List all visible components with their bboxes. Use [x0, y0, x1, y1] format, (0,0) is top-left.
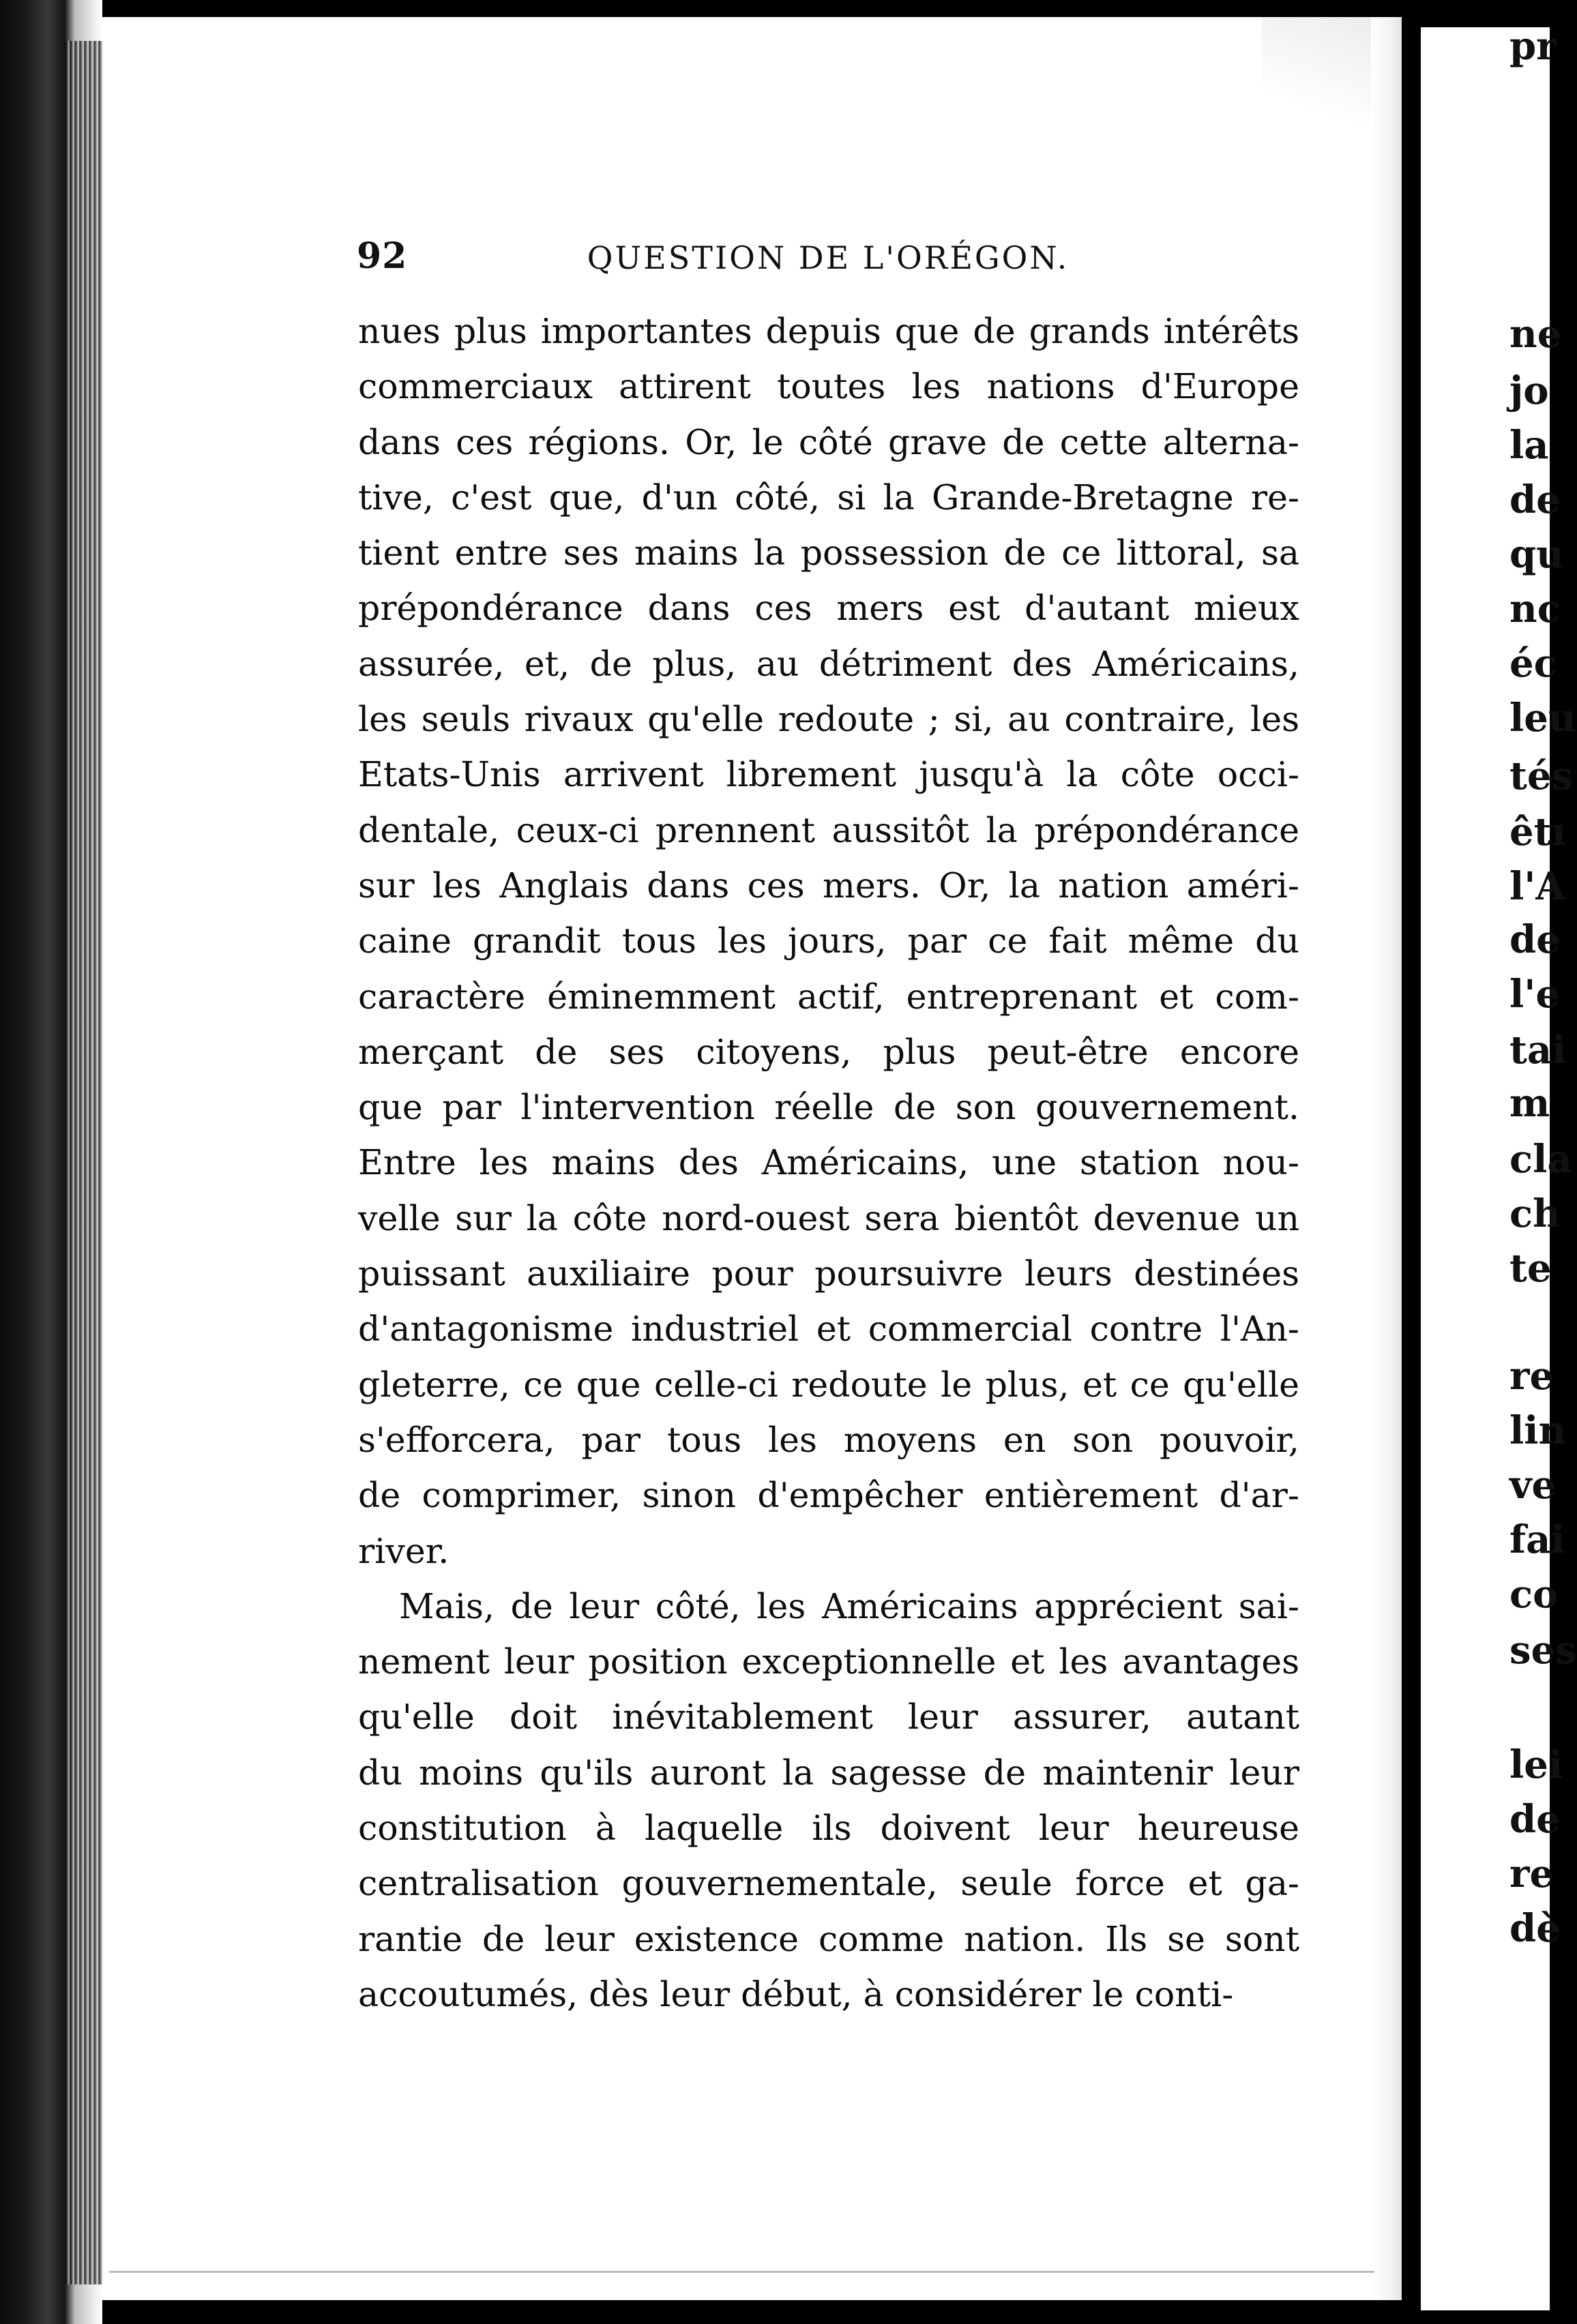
text-line: de comprimer, sinon d'empêcher entièrement d'ar-	[358, 1475, 1299, 1516]
text-line: centralisation gouvernementale, seule force et ga-	[358, 1863, 1299, 1904]
text-line: rantie de leur existence comme nation. Ils se sont	[358, 1918, 1299, 1959]
next-page-fragment: re	[1509, 1354, 1554, 1399]
text-line: prépondérance dans ces mers est d'autant mieux	[358, 588, 1299, 629]
text-line: Etats-Unis arrivent librement jusqu'à la côte occi-	[358, 754, 1299, 795]
text-line: constitution à laquelle ils doivent leur heureuse	[358, 1808, 1299, 1849]
next-page-fragment: ve	[1509, 1463, 1557, 1508]
next-page-fragment: lei	[1509, 1742, 1563, 1787]
next-page-fragment: te	[1509, 1246, 1552, 1291]
next-page-fragment: fai	[1509, 1517, 1565, 1562]
page-number: 92	[357, 235, 408, 277]
text-line: que par l'intervention réelle de son gouvernement.	[358, 1087, 1299, 1128]
page-edges	[65, 41, 106, 2284]
next-page-fragment: pr	[1509, 24, 1557, 69]
text-line: qu'elle doit inévitablement leur assurer, autant	[358, 1697, 1299, 1738]
next-page-fragment: tai	[1509, 1028, 1567, 1073]
text-line: tive, c'est que, d'un côté, si la Grande-Bretagne re-	[358, 477, 1299, 518]
next-page-fragment: cla	[1509, 1137, 1572, 1182]
next-page-fragment: m	[1509, 1081, 1550, 1126]
text-line: nement leur position exceptionnelle et les avantages	[358, 1641, 1299, 1682]
next-page-fragment: éc	[1509, 641, 1557, 686]
next-page-fragment: de	[1509, 477, 1561, 522]
page-bottom-edge	[109, 2271, 1374, 2273]
text-line: puissant auxiliaire pour poursuivre leurs destinées	[358, 1253, 1299, 1294]
next-page-fragment: tés	[1509, 754, 1574, 799]
next-page	[1421, 24, 1577, 2310]
paragraph	[358, 303, 1299, 1579]
text-line: tient entre ses mains la possession de ce littoral, sa	[358, 533, 1299, 573]
paragraph	[358, 1579, 1299, 2022]
text-line: dans ces régions. Or, le côté grave de cette alterna-	[358, 421, 1299, 462]
next-page-fragment: leu	[1509, 696, 1576, 741]
text-line: s'efforcera, par tous les moyens en son pouvoir,	[358, 1419, 1299, 1460]
body-text	[358, 303, 1299, 2022]
page-right-edge	[1371, 17, 1402, 2300]
next-page-fragment: qu	[1509, 532, 1564, 577]
next-page-fragment: lin	[1509, 1408, 1567, 1453]
next-page-fragment: la	[1509, 423, 1549, 468]
next-page-fragment: jo	[1509, 368, 1549, 413]
running-title: QUESTION DE L'ORÉGON.	[587, 239, 1070, 276]
next-page-fragment: êtı	[1509, 809, 1566, 854]
next-page-fragment: co	[1509, 1572, 1559, 1617]
next-page-fragment: ch	[1509, 1191, 1561, 1236]
text-line: d'antagonisme industriel et commercial contre l'An-	[358, 1309, 1299, 1350]
text-line: les seuls rivaux qu'elle redoute ; si, au contraire, les	[358, 699, 1299, 740]
text-line: dentale, ceux-ci prennent aussitôt la prépondérance	[358, 809, 1299, 850]
text-line: caractère éminemment actif, entreprenant et com-	[358, 976, 1299, 1017]
next-page-fragment: l'e	[1509, 972, 1561, 1017]
next-page-fragment: l'A	[1509, 864, 1565, 909]
next-page-fragment: de	[1509, 917, 1561, 962]
text-line: Mais, de leur côté, les Américains apprécient sai-	[399, 1585, 1299, 1626]
text-line: du moins qu'ils auront la sagesse de maintenir leur	[358, 1752, 1299, 1793]
next-page-fragment: re	[1509, 1851, 1554, 1896]
text-line: river.	[358, 1530, 449, 1571]
text-line: Entre les mains des Américains, une station nou-	[358, 1142, 1299, 1183]
running-head	[357, 235, 1299, 283]
page-gutter	[1402, 0, 1421, 2324]
text-line: caine grandit tous les jours, par ce fait même du	[358, 921, 1299, 962]
text-line: velle sur la côte nord-ouest sera bientôt devenue un	[358, 1197, 1299, 1238]
text-line: sur les Anglais dans ces mers. Or, la nation améri-	[358, 865, 1299, 906]
next-page-fragment: nc	[1509, 586, 1561, 631]
next-page-fragment: de	[1509, 1797, 1561, 1842]
text-line: gleterre, ce que celle-ci redoute le plus, et ce qu'elle	[358, 1364, 1299, 1405]
text-line: nues plus importantes depuis que de grands intérêts	[358, 311, 1299, 351]
next-page-fragment: ne	[1509, 312, 1562, 357]
text-line: assurée, et, de plus, au détriment des Américains,	[358, 643, 1299, 684]
next-page-fragment: dè	[1509, 1906, 1561, 1951]
text-line: commerciaux attirent toutes les nations d'Europe	[358, 366, 1299, 407]
next-page-fragment: ses	[1509, 1628, 1577, 1673]
text-line: accoutumés, dès leur début, à considérer le conti-	[358, 1973, 1234, 2014]
text-line: merçant de ses citoyens, plus peut-être encore	[358, 1031, 1299, 1072]
